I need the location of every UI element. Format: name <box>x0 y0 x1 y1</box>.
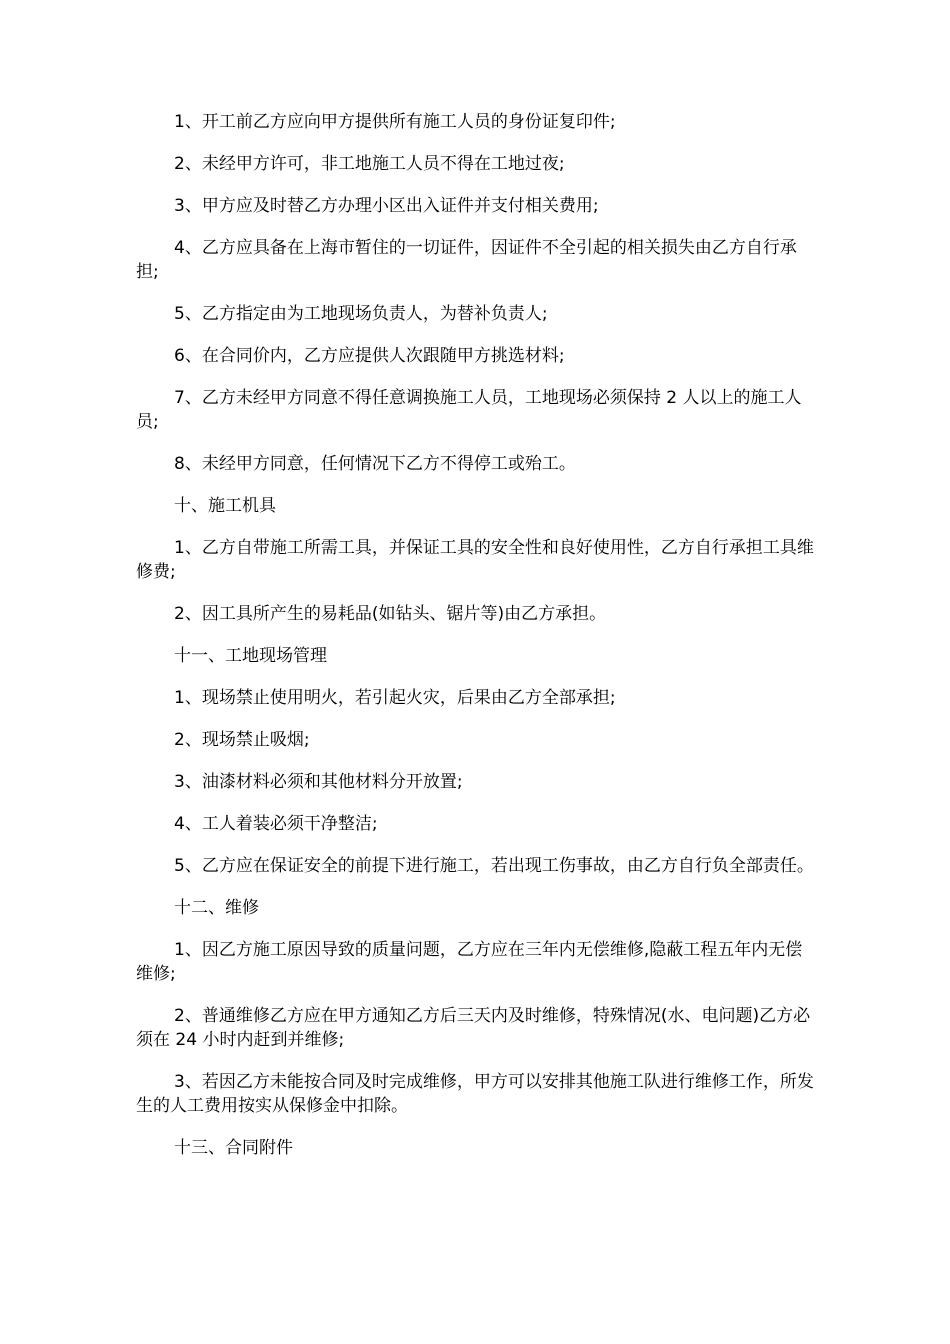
section-11-heading: 十一、工地现场管理 <box>174 646 327 666</box>
clause-11-4: 4、工人着装必须干净整洁; <box>174 814 378 834</box>
clause-11-3: 3、油漆材料必须和其他材料分开放置; <box>174 772 463 792</box>
clause-11-1: 1、现场禁止使用明火，若引起火灾，后果由乙方全部承担; <box>174 688 616 708</box>
clause-10-2: 2、因工具所产生的易耗品(如钻头、锯片等)由乙方承担。 <box>174 604 607 624</box>
clause-12-3: 3、若因乙方未能按合同及时完成维修，甲方可以安排其他施工队进行维修工作，所发生的人工费用按实从保修金中扣除。 <box>136 1072 814 1116</box>
section-12-heading: 十二、维修 <box>174 898 259 918</box>
document-page <box>136 110 816 1178</box>
clause-11-2: 2、现场禁止吸烟; <box>174 730 310 750</box>
clause-9-8: 8、未经甲方同意，任何情况下乙方不得停工或殆工。 <box>174 454 576 474</box>
clause-12-1: 1、因乙方施工原因导致的质量问题，乙方应在三年内无偿维修,隐蔽工程五年内无偿维修; <box>136 940 803 984</box>
clause-10-1: 1、乙方自带施工所需工具，并保证工具的安全性和良好使用性，乙方自行承担工具维修费; <box>136 538 814 582</box>
section-13-heading: 十三、合同附件 <box>174 1138 293 1158</box>
clause-9-1: 1、开工前乙方应向甲方提供所有施工人员的身份证复印件; <box>174 112 616 132</box>
clause-9-7: 7、乙方未经甲方同意不得任意调换施工人员，工地现场必须保持 2 人以上的施工人员; <box>136 388 802 432</box>
clause-9-5: 5、乙方指定由为工地现场负责人，为替补负责人; <box>174 304 548 324</box>
clause-9-6: 6、在合同价内，乙方应提供人次跟随甲方挑选材料; <box>174 346 565 366</box>
clause-9-4: 4、乙方应具备在上海市暂住的一切证件，因证件不全引起的相关损失由乙方自行承担; <box>136 238 797 282</box>
clause-9-3: 3、甲方应及时替乙方办理小区出入证件并支付相关费用; <box>174 196 599 216</box>
clause-11-5: 5、乙方应在保证安全的前提下进行施工，若出现工伤事故，由乙方自行负全部责任。 <box>174 856 814 876</box>
section-10-heading: 十、施工机具 <box>174 496 276 516</box>
clause-9-2: 2、未经甲方许可，非工地施工人员不得在工地过夜; <box>174 154 565 174</box>
clause-12-2: 2、普通维修乙方应在甲方通知乙方后三天内及时维修，特殊情况(水、电问题)乙方必须在 24 小时内赶到并维修; <box>136 1006 811 1050</box>
